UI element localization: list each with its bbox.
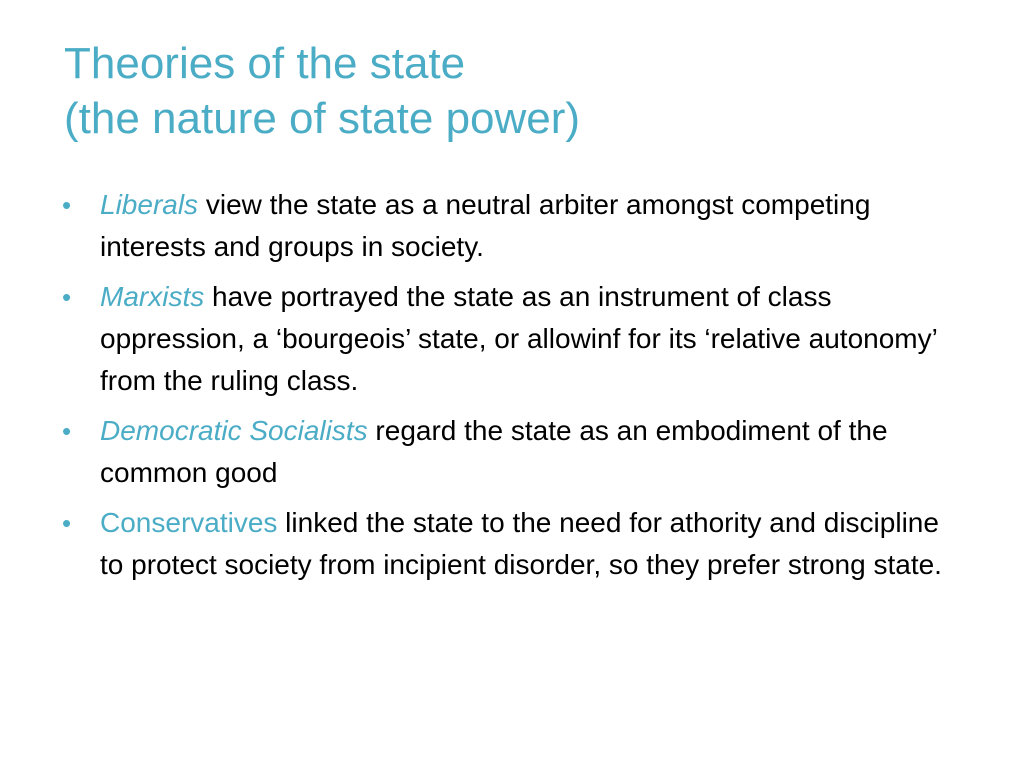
bullet-icon: • [62, 282, 72, 312]
bullet-term: Marxists [100, 281, 205, 312]
bullet-text: have portrayed the state as an instrument of class oppression, a ‘bourgeois’ state, or allowinf for its ‘relative autonomy’ from the ruling class. [100, 281, 937, 396]
title-line-2: (the nature of state power) [64, 94, 581, 143]
bullet-icon: • [62, 416, 72, 446]
bullet-text: linked the state to the need for athority and discipline to protect society from incipient disorder, so they prefer strong state. [100, 507, 942, 580]
slide-title [64, 36, 964, 146]
bullet-term: Conservatives [100, 507, 278, 538]
bullet-term: Democratic Socialists [100, 415, 368, 446]
bullet-icon: • [62, 190, 72, 220]
bullet-icon: • [62, 508, 72, 538]
title-line-1: Theories of the state [64, 39, 466, 88]
bullet-democratic-socialists [62, 410, 962, 494]
bullet-text: regard the state as an embodiment of the common good [100, 415, 888, 488]
bullet-liberals [62, 184, 962, 268]
bullet-term: Liberals [100, 189, 199, 220]
bullet-list [62, 184, 962, 594]
bullet-conservatives [62, 502, 962, 586]
bullet-marxists [62, 276, 962, 402]
bullet-text: view the state as a neutral arbiter amongst competing interests and groups in society. [100, 189, 871, 262]
